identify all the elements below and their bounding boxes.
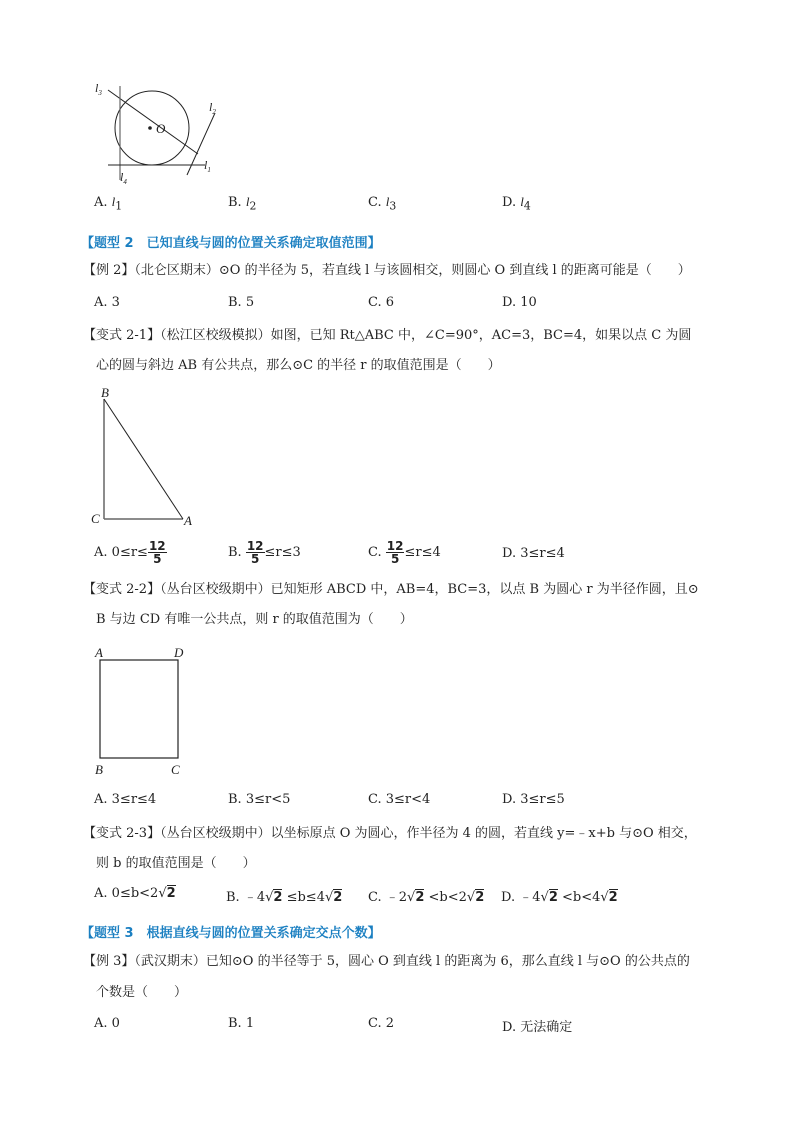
q1-options [94,194,694,212]
variant-2-1-options [94,540,694,568]
question-text: （北仑区期末）⊙O 的半径为 5，若直线 l 与该圆相交，则圆心 O 到直线 l 的距离可能是（ ） [134,263,691,278]
option-b[interactable]: B. $l_2$ [228,194,257,213]
option-a[interactable]: A. 3 [94,295,120,310]
rectangle-figure [90,643,190,778]
section-heading-3: 【题型 3 根据直线与圆的位置关系确定交点个数】 [81,926,381,941]
square-root: √2 [265,890,283,905]
square-root: √2 [158,886,176,901]
side-ab [104,399,183,519]
option-b[interactable]: B. 5 [228,295,255,310]
option-c[interactable]: C. $l_3$ [368,194,397,213]
vertex-b: B [101,385,109,400]
label-l1: $l_1$ [204,158,211,174]
vertex-b: B [95,762,103,777]
label-l4: $l_4$ [120,170,127,185]
option-d[interactable]: D. ﹣4√2 <b<4√2 [501,890,618,905]
question-tag: 【例 3】 [83,954,135,969]
question-text-line2: 则 b 的取值范围是（ ） [96,856,256,871]
square-root: √2 [600,890,618,905]
variant-2-2-question [83,581,699,599]
option-c[interactable]: C. ﹣2√2 <b<2√2 [368,890,485,905]
rectangle-abcd [100,660,178,758]
option-b[interactable]: B. 3≤r<5 [228,792,291,807]
label-l3: $l_3$ [95,81,102,97]
square-root: √2 [407,890,425,905]
question-text-line1: （松江区校级模拟）如图，已知 Rt△ABC 中，∠C=90°，AC=3，BC=4，如果以点 C 为圆 [160,328,692,343]
variant-2-2-options [94,792,694,810]
question-tag: 【例 2】 [83,263,135,278]
option-b[interactable]: B. $\frac{12}{5}$ ≤r≤3 [228,539,301,566]
question-tag: 【变式 2-1】 [83,328,161,343]
square-root: √2 [540,890,558,905]
option-d[interactable]: D. 无法确定 [502,1020,573,1035]
fraction: $\frac{12}{5}$ [148,539,166,566]
option-a[interactable]: A. 0 [94,1016,120,1031]
question-text-line1: （丛台区校级期中）已知矩形 ABCD 中，AB=4，BC=3，以点 B 为圆心 r 为半径作圆，且⊙ [160,582,699,597]
option-b[interactable]: B. ﹣4√2 ≤b≤4√2 [226,890,343,905]
option-c[interactable]: C. 6 [368,295,395,310]
question-text-line2: 心的圆与斜边 AB 有公共点，那么⊙C 的半径 r 的取值范围是（ ） [96,358,501,373]
vertex-c: C [91,511,100,526]
example-3-question [83,953,690,971]
option-b[interactable]: B. 1 [228,1016,255,1031]
option-c[interactable]: C. 3≤r<4 [368,792,431,807]
option-d[interactable]: D. $l_4$ [502,194,531,213]
square-root: √2 [466,890,485,905]
vertex-d: D [174,645,184,660]
question-text-line2: B 与边 CD 有唯一公共点，则 r 的取值范围为（ ） [96,612,413,627]
question-tag: 【变式 2-2】 [83,582,161,597]
question-text-line1: （丛台区校级期中）以坐标原点 O 为圆心，作半径为 4 的圆，若直线 y=﹣x+b 与⊙O 相交， [160,826,697,841]
example-2-options [94,295,694,313]
vertex-c: C [171,762,180,777]
label-l2: $l_2$ [209,100,216,116]
option-c[interactable]: C. $\frac{12}{5}$ ≤r≤4 [368,539,441,566]
fraction: $\frac{12}{5}$ [386,539,404,566]
example-2-question [83,262,691,280]
line-l3 [108,90,198,154]
variant-2-3-question [83,825,697,843]
variant-2-3-options [94,886,694,904]
option-a[interactable]: A. 0≤r≤ $\frac{12}{5}$ [94,539,166,566]
vertex-a: A [95,645,103,660]
label-o: O [156,121,166,136]
right-triangle-figure [88,382,208,527]
square-root: √2 [324,890,343,905]
option-a[interactable]: A. $l_1$ [94,194,123,213]
fraction: $\frac{12}{5}$ [246,539,264,566]
option-c[interactable]: C. 2 [368,1016,395,1031]
question-tag: 【变式 2-3】 [83,826,161,841]
center-point [148,126,152,130]
question-text-line2: 个数是（ ） [96,985,188,1000]
option-d[interactable]: D. 3≤r≤5 [502,792,565,807]
option-d[interactable]: D. 10 [502,295,537,310]
vertex-a: A [184,513,192,527]
option-d[interactable]: D. 3≤r≤4 [502,546,565,561]
circle-lines-figure [90,70,220,185]
section-heading-2: 【题型 2 已知直线与圆的位置关系确定取值范围】 [81,236,381,251]
question-text-line1: （武汉期末）已知⊙O 的半径等于 5，圆心 O 到直线 l 的距离为 6，那么直线 l 与⊙O 的公共点的 [134,954,690,969]
example-3-options [94,1016,694,1034]
variant-2-1-question [83,327,691,345]
option-a[interactable]: A. 3≤r≤4 [94,792,157,807]
circle-o [115,91,189,165]
option-a[interactable]: A. 0≤b<2√2 [94,886,176,901]
